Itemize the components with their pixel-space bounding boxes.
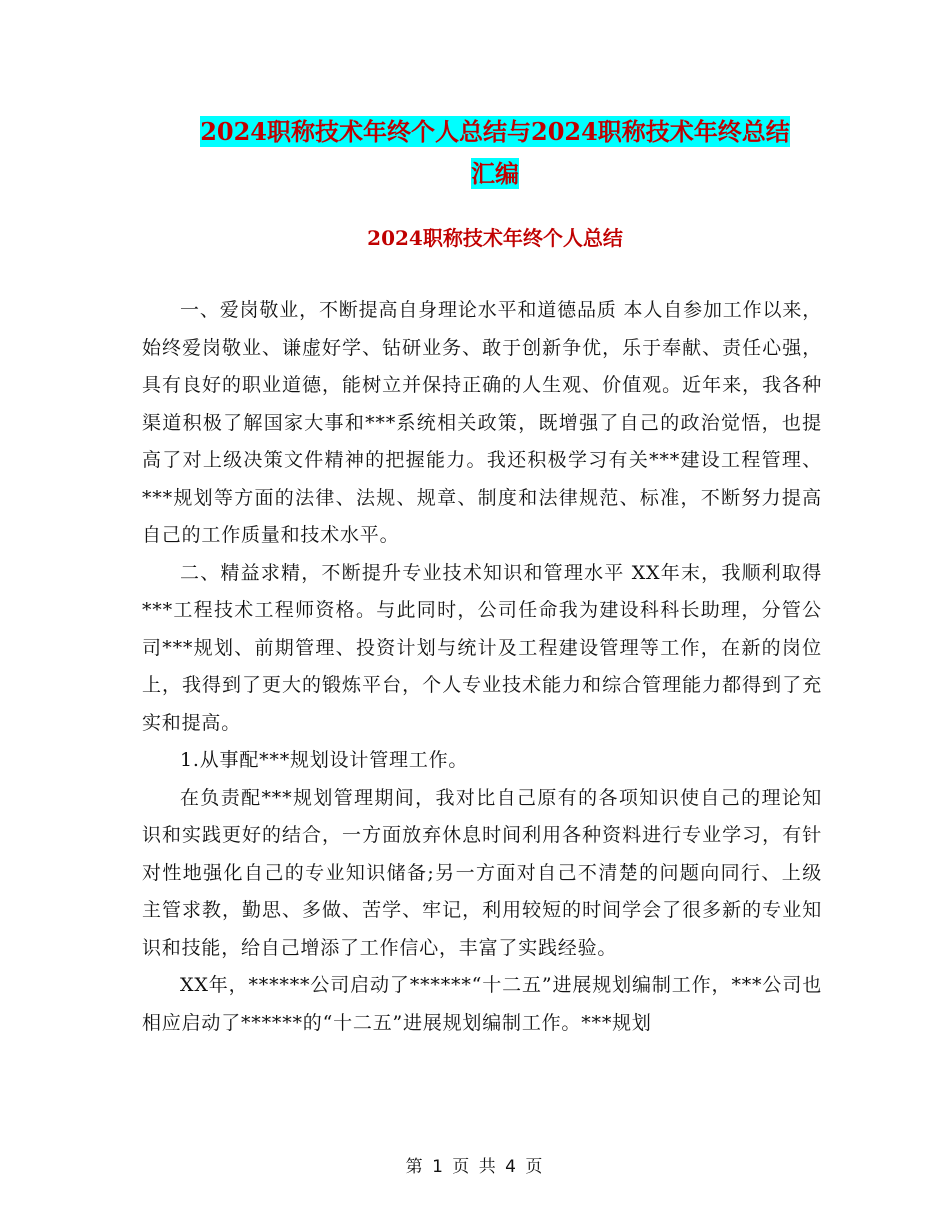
paragraph: 二、精益求精，不断提升专业技术知识和管理水平 XX年末，我顺利取得***工程技术工程师资格。与此同时，公司任命我为建设科科长助理，分管公司***规划、前期管理、投资计划与统计及工程建设管理等工作，在新的岗位上，我得到了更大的锻炼平台，个人专业技术能力和综合管理能力都得到了充实和提高。	[142, 561, 822, 734]
document-title-line-2	[140, 152, 850, 196]
title-highlight: 2024职称技术年终个人总结与2024职称技术年终总结	[200, 117, 790, 146]
paragraph: 1.从事配***规划设计管理工作。	[180, 749, 469, 771]
body-text	[142, 292, 822, 1042]
paragraph: 在负责配***规划管理期间，我对比自己原有的各项知识使自己的理论知识和实践更好的结合，一方面放弃休息时间利用各种资料进行专业学习，有针对性地强化自己的专业知识储备;另一方面对自己不清楚的问题向同行、上级主管求教，勤思、多做、苦学、牢记，利用较短的时间学会了很多新的专业知识和技能，给自己增添了工作信心，丰富了实践经验。	[142, 786, 822, 959]
paragraph: 一、爱岗敬业，不断提高自身理论水平和道德品质 本人自参加工作以来，始终爱岗敬业、谦虚好学、钻研业务、敢于创新争优，乐于奉献、责任心强，具有良好的职业道德，能树立并保持正确的人生观、价值观。近年来，我各种渠道积极了解国家大事和***系统相关政策，既增强了自己的政治觉悟，也提高了对上级决策文件精神的把握能力。我还积极学习有关***建设工程管理、***规划等方面的法律、法规、规章、制度和法律规范、标准，不断努力提高自己的工作质量和技术水平。	[142, 299, 822, 546]
title-highlight: 汇编	[471, 159, 519, 188]
section-title: 2024职称技术年终个人总结	[367, 226, 623, 250]
paragraph: XX年，******公司启动了******“十二五”进展规划编制工作，***公司也相应启动了******的“十二五”进展规划编制工作。***规划	[142, 974, 822, 1034]
document-title-line-1	[140, 110, 850, 154]
page-footer: 第 1 页 共 4 页	[405, 1157, 545, 1177]
